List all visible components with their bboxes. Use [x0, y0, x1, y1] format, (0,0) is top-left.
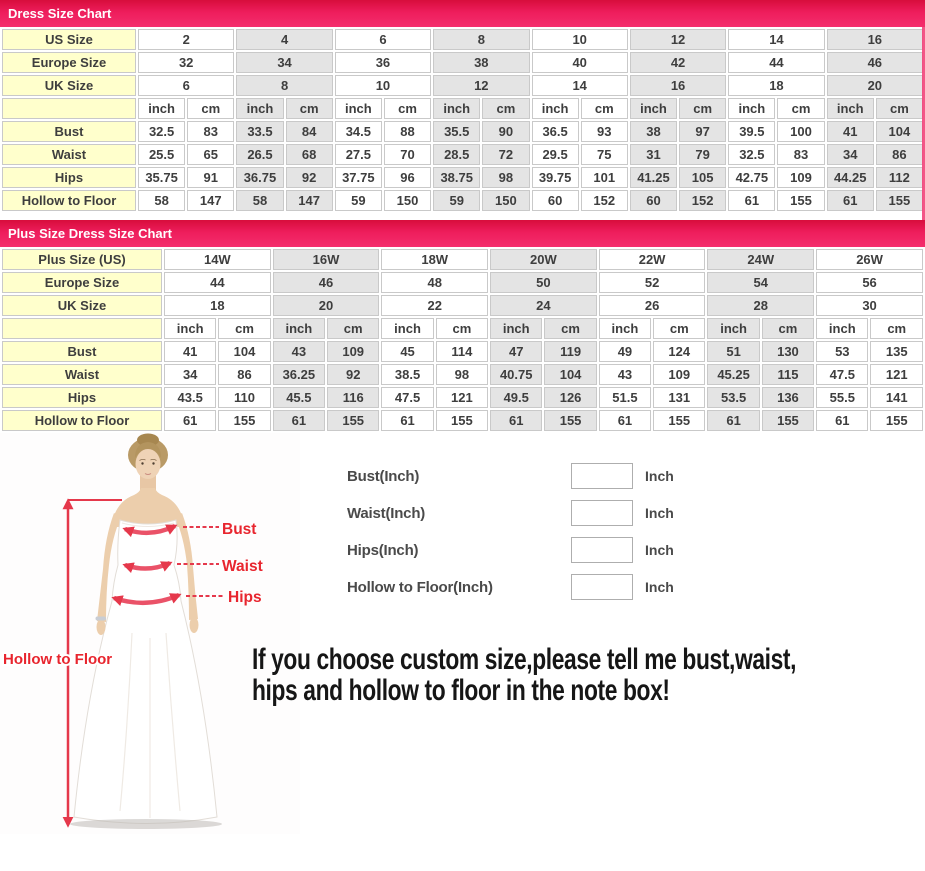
cm-value-cell: 98 [436, 364, 488, 385]
unit-cell: inch [236, 98, 283, 119]
cm-value-cell: 121 [870, 364, 923, 385]
inch-value-cell: 43 [599, 364, 651, 385]
size-cell: 14W [164, 249, 271, 270]
inch-value-cell: 61 [816, 410, 868, 431]
cm-value-cell: 147 [286, 190, 333, 211]
inch-value-cell: 61 [707, 410, 759, 431]
bust-arrow-label: Bust [222, 521, 257, 538]
inch-value-cell: 60 [630, 190, 677, 211]
bust-unit-label: Inch [645, 468, 674, 484]
size-cell: 6 [138, 75, 234, 96]
plus-chart-title-bar [0, 220, 925, 247]
hollow-to-floor-field-label: Hollow to Floor(Inch) [347, 578, 493, 596]
hollow-to-floor-form-row [347, 574, 689, 600]
size-cell: 32 [138, 52, 234, 73]
inch-value-cell: 51.5 [599, 387, 651, 408]
inch-value-cell: 47.5 [381, 387, 433, 408]
cm-value-cell: 112 [876, 167, 923, 188]
size-cell: 8 [236, 75, 332, 96]
unit-cell: cm [218, 318, 270, 339]
hips-field-label: Hips(Inch) [347, 541, 419, 559]
cm-value-cell: 152 [679, 190, 726, 211]
unit-cell: inch [532, 98, 579, 119]
cm-value-cell: 104 [544, 364, 596, 385]
measure-row [2, 387, 923, 408]
row-label: US Size [2, 29, 136, 50]
inch-value-cell: 32.5 [728, 144, 775, 165]
unit-cell: cm [482, 98, 529, 119]
inch-value-cell: 41.25 [630, 167, 677, 188]
waist-arrow-label: Waist [222, 558, 263, 575]
row-label: Hollow to Floor [2, 190, 136, 211]
hollow-to-floor-label: Hollow to Floor [3, 651, 113, 668]
cm-value-cell: 124 [653, 341, 705, 362]
cm-value-cell: 105 [679, 167, 726, 188]
cm-value-cell: 91 [187, 167, 234, 188]
inch-value-cell: 31 [630, 144, 677, 165]
cm-value-cell: 114 [436, 341, 488, 362]
inch-value-cell: 61 [164, 410, 216, 431]
inch-value-cell: 47.5 [816, 364, 868, 385]
cm-value-cell: 147 [187, 190, 234, 211]
custom-size-note [252, 644, 796, 706]
row-label: Plus Size (US) [2, 249, 162, 270]
row-label: UK Size [2, 295, 162, 316]
row-label: Waist [2, 144, 136, 165]
unit-cell: inch [630, 98, 677, 119]
chart-title-bar [0, 0, 925, 27]
inch-value-cell: 34.5 [335, 121, 382, 142]
inch-value-cell: 35.75 [138, 167, 185, 188]
size-cell: 6 [335, 29, 431, 50]
cm-value-cell: 130 [762, 341, 814, 362]
size-cell: 48 [381, 272, 488, 293]
size-cell: 12 [433, 75, 529, 96]
cm-value-cell: 155 [436, 410, 488, 431]
cm-value-cell: 86 [876, 144, 923, 165]
unit-cell: cm [286, 98, 333, 119]
cm-value-cell: 109 [777, 167, 824, 188]
size-cell: 34 [236, 52, 332, 73]
unit-cell: cm [653, 318, 705, 339]
inch-value-cell: 55.5 [816, 387, 868, 408]
cm-value-cell: 155 [218, 410, 270, 431]
row-label: Bust [2, 341, 162, 362]
inch-value-cell: 27.5 [335, 144, 382, 165]
inch-value-cell: 43.5 [164, 387, 216, 408]
inch-value-cell: 29.5 [532, 144, 579, 165]
size-cell: 44 [728, 52, 824, 73]
size-cell: 16 [827, 29, 923, 50]
cm-value-cell: 84 [286, 121, 333, 142]
cm-value-cell: 150 [482, 190, 529, 211]
size-cell: 10 [335, 75, 431, 96]
inch-value-cell: 59 [335, 190, 382, 211]
inch-value-cell: 35.5 [433, 121, 480, 142]
cm-value-cell: 92 [327, 364, 379, 385]
unit-row [2, 98, 923, 119]
size-cell: 28 [707, 295, 814, 316]
unit-cell: cm [327, 318, 379, 339]
size-cell: 20 [273, 295, 380, 316]
cm-value-cell: 104 [218, 341, 270, 362]
hips-input[interactable] [571, 537, 633, 563]
cm-value-cell: 155 [327, 410, 379, 431]
custom-size-form [347, 463, 689, 611]
size-cell: 16 [630, 75, 726, 96]
size-cell: 22W [599, 249, 706, 270]
inch-value-cell: 61 [827, 190, 874, 211]
cm-value-cell: 155 [876, 190, 923, 211]
unit-cell: inch [433, 98, 480, 119]
cm-value-cell: 155 [777, 190, 824, 211]
measure-row [2, 121, 923, 142]
cm-value-cell: 135 [870, 341, 923, 362]
cm-value-cell: 92 [286, 167, 333, 188]
size-cell: 30 [816, 295, 923, 316]
cm-value-cell: 131 [653, 387, 705, 408]
size-row [2, 295, 923, 316]
unit-cell: cm [187, 98, 234, 119]
bust-form-row [347, 463, 689, 489]
inch-value-cell: 51 [707, 341, 759, 362]
size-row [2, 29, 923, 50]
size-cell: 4 [236, 29, 332, 50]
measure-row [2, 144, 923, 165]
hollow-to-floor-input[interactable] [571, 574, 633, 600]
cm-value-cell: 96 [384, 167, 431, 188]
size-cell: 2 [138, 29, 234, 50]
size-cell: 44 [164, 272, 271, 293]
unit-cell: cm [679, 98, 726, 119]
unit-cell: inch [490, 318, 542, 339]
cm-value-cell: 152 [581, 190, 628, 211]
size-cell: 14 [728, 29, 824, 50]
inch-value-cell: 45.25 [707, 364, 759, 385]
inch-value-cell: 36.25 [273, 364, 325, 385]
size-cell: 54 [707, 272, 814, 293]
size-cell: 20W [490, 249, 597, 270]
inch-value-cell: 61 [728, 190, 775, 211]
inch-value-cell: 61 [273, 410, 325, 431]
inch-value-cell: 32.5 [138, 121, 185, 142]
size-row [2, 249, 923, 270]
cm-value-cell: 70 [384, 144, 431, 165]
cm-value-cell: 101 [581, 167, 628, 188]
unit-cell: inch [728, 98, 775, 119]
inch-value-cell: 45 [381, 341, 433, 362]
hips-form-row [347, 537, 689, 563]
size-row [2, 52, 923, 73]
model-figure-image [0, 433, 300, 834]
size-cell: 26 [599, 295, 706, 316]
chart-title: Dress Size Chart [8, 6, 112, 21]
dress-size-table [0, 27, 925, 213]
waist-unit-label: Inch [645, 505, 674, 521]
inch-value-cell: 25.5 [138, 144, 185, 165]
size-cell: 18W [381, 249, 488, 270]
cm-value-cell: 79 [679, 144, 726, 165]
inch-value-cell: 47 [490, 341, 542, 362]
inch-value-cell: 59 [433, 190, 480, 211]
hips-arrow-label: Hips [228, 589, 262, 606]
inch-value-cell: 38.75 [433, 167, 480, 188]
unit-cell: inch [599, 318, 651, 339]
size-cell: 24W [707, 249, 814, 270]
size-cell: 20 [827, 75, 923, 96]
size-cell: 36 [335, 52, 431, 73]
size-cell: 42 [630, 52, 726, 73]
size-cell: 8 [433, 29, 529, 50]
size-cell: 18 [164, 295, 271, 316]
note-line-1: If you choose custom size,please tell me bust,waist, [252, 643, 797, 676]
plus-size-chart-section [0, 220, 925, 433]
cm-value-cell: 126 [544, 387, 596, 408]
model-face [135, 442, 161, 479]
row-label: Hollow to Floor [2, 410, 162, 431]
inch-value-cell: 36.5 [532, 121, 579, 142]
inch-value-cell: 38 [630, 121, 677, 142]
inch-value-cell: 42.75 [728, 167, 775, 188]
inch-value-cell: 53.5 [707, 387, 759, 408]
hips-unit-label: Inch [645, 542, 674, 558]
inch-value-cell: 28.5 [433, 144, 480, 165]
unit-cell: cm [581, 98, 628, 119]
cm-value-cell: 121 [436, 387, 488, 408]
row-label: Hips [2, 387, 162, 408]
cm-value-cell: 141 [870, 387, 923, 408]
cm-value-cell: 90 [482, 121, 529, 142]
cm-value-cell: 75 [581, 144, 628, 165]
row-label: Bust [2, 121, 136, 142]
cm-value-cell: 155 [870, 410, 923, 431]
cm-value-cell: 110 [218, 387, 270, 408]
inch-value-cell: 26.5 [236, 144, 283, 165]
inch-value-cell: 36.75 [236, 167, 283, 188]
inch-value-cell: 60 [532, 190, 579, 211]
measure-row [2, 167, 923, 188]
cm-value-cell: 136 [762, 387, 814, 408]
cm-value-cell: 119 [544, 341, 596, 362]
unit-cell: cm [544, 318, 596, 339]
inch-value-cell: 38.5 [381, 364, 433, 385]
cm-value-cell: 97 [679, 121, 726, 142]
cm-value-cell: 68 [286, 144, 333, 165]
unit-cell: inch [381, 318, 433, 339]
inch-value-cell: 41 [827, 121, 874, 142]
measure-row [2, 341, 923, 362]
inch-value-cell: 49.5 [490, 387, 542, 408]
inch-value-cell: 37.75 [335, 167, 382, 188]
cm-value-cell: 116 [327, 387, 379, 408]
size-row [2, 75, 923, 96]
inch-value-cell: 61 [381, 410, 433, 431]
inch-value-cell: 61 [599, 410, 651, 431]
unit-cell: inch [138, 98, 185, 119]
inch-value-cell: 34 [827, 144, 874, 165]
inch-value-cell: 39.75 [532, 167, 579, 188]
cm-value-cell: 86 [218, 364, 270, 385]
measure-row [2, 364, 923, 385]
cm-value-cell: 155 [653, 410, 705, 431]
inch-value-cell: 58 [236, 190, 283, 211]
measurement-guide-section [0, 433, 925, 834]
size-cell: 46 [273, 272, 380, 293]
row-label: Europe Size [2, 272, 162, 293]
inch-value-cell: 34 [164, 364, 216, 385]
unit-cell: cm [436, 318, 488, 339]
cm-value-cell: 98 [482, 167, 529, 188]
size-cell: 52 [599, 272, 706, 293]
cm-value-cell: 115 [762, 364, 814, 385]
waist-field-label: Waist(Inch) [347, 504, 426, 522]
cm-value-cell: 155 [762, 410, 814, 431]
measure-row [2, 190, 923, 211]
inch-value-cell: 58 [138, 190, 185, 211]
size-cell: 16W [273, 249, 380, 270]
bust-input[interactable] [571, 463, 633, 489]
inch-value-cell: 40.75 [490, 364, 542, 385]
unit-cell: inch [164, 318, 216, 339]
unit-row [2, 318, 923, 339]
inch-value-cell: 53 [816, 341, 868, 362]
size-cell: 14 [532, 75, 628, 96]
unit-cell: cm [870, 318, 923, 339]
bracelet [96, 617, 107, 621]
floor-shadow [70, 819, 222, 829]
cm-value-cell: 109 [653, 364, 705, 385]
unit-cell: cm [777, 98, 824, 119]
size-cell: 18 [728, 75, 824, 96]
inch-value-cell: 45.5 [273, 387, 325, 408]
dress-size-chart-section [0, 0, 925, 213]
size-cell: 10 [532, 29, 628, 50]
cm-value-cell: 83 [187, 121, 234, 142]
inch-value-cell: 39.5 [728, 121, 775, 142]
row-label [2, 98, 136, 119]
inch-value-cell: 44.25 [827, 167, 874, 188]
unit-cell: inch [816, 318, 868, 339]
cm-value-cell: 65 [187, 144, 234, 165]
bust-field-label: Bust(Inch) [347, 467, 420, 485]
measure-row [2, 410, 923, 431]
inch-value-cell: 33.5 [236, 121, 283, 142]
cm-value-cell: 83 [777, 144, 824, 165]
size-cell: 38 [433, 52, 529, 73]
unit-cell: inch [273, 318, 325, 339]
plus-size-table [0, 247, 925, 433]
unit-cell: inch [335, 98, 382, 119]
cm-value-cell: 100 [777, 121, 824, 142]
size-cell: 12 [630, 29, 726, 50]
row-label: UK Size [2, 75, 136, 96]
hollow-to-floor-unit-label: Inch [645, 579, 674, 595]
cm-value-cell: 72 [482, 144, 529, 165]
cm-value-cell: 104 [876, 121, 923, 142]
cm-value-cell: 88 [384, 121, 431, 142]
size-row [2, 272, 923, 293]
row-label [2, 318, 162, 339]
unit-cell: cm [876, 98, 923, 119]
cm-value-cell: 150 [384, 190, 431, 211]
unit-cell: cm [762, 318, 814, 339]
inch-value-cell: 61 [490, 410, 542, 431]
waist-form-row [347, 500, 689, 526]
waist-input[interactable] [571, 500, 633, 526]
note-line-2: hips and hollow to floor in the note box! [252, 674, 670, 707]
size-cell: 26W [816, 249, 923, 270]
inch-value-cell: 43 [273, 341, 325, 362]
size-cell: 46 [827, 52, 923, 73]
row-label: Waist [2, 364, 162, 385]
cm-value-cell: 109 [327, 341, 379, 362]
size-cell: 40 [532, 52, 628, 73]
size-cell: 50 [490, 272, 597, 293]
cm-value-cell: 93 [581, 121, 628, 142]
unit-cell: inch [827, 98, 874, 119]
plus-chart-title: Plus Size Dress Size Chart [8, 226, 173, 241]
cm-value-cell: 155 [544, 410, 596, 431]
inch-value-cell: 41 [164, 341, 216, 362]
row-label: Hips [2, 167, 136, 188]
inch-value-cell: 49 [599, 341, 651, 362]
row-label: Europe Size [2, 52, 136, 73]
unit-cell: inch [707, 318, 759, 339]
unit-cell: cm [384, 98, 431, 119]
size-cell: 56 [816, 272, 923, 293]
size-cell: 22 [381, 295, 488, 316]
size-cell: 24 [490, 295, 597, 316]
